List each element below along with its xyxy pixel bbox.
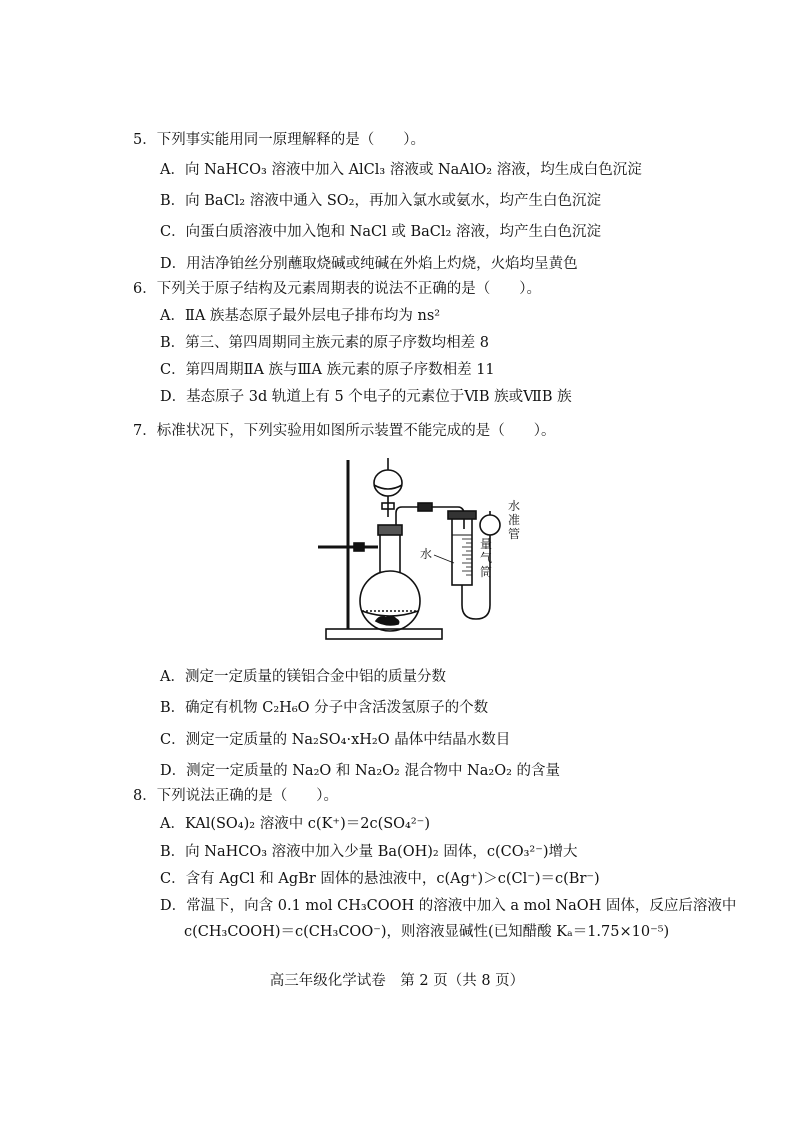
question-5-option-a: A．向 NaHCO₃ 溶液中加入 AlCl₃ 溶液或 NaAlO₂ 溶液，均生成白色沉淀 (160, 162, 642, 178)
question-5-stem: 5．下列事实能用同一原理解释的是（ ）。 (133, 132, 425, 148)
question-8-stem: 8．下列说法正确的是（ ）。 (133, 788, 338, 804)
level-tube-label: 水 准 管 (508, 499, 521, 541)
question-7-option-d: D．测定一定质量的 Na₂O 和 Na₂O₂ 混合物中 Na₂O₂ 的含量 (160, 763, 561, 779)
question-8-option-a: A．KAl(SO₄)₂ 溶液中 c(K⁺)＝2c(SO₄²⁻) (160, 816, 430, 832)
apparatus-drawing (318, 455, 548, 647)
gas-measuring-apparatus-figure (318, 455, 548, 647)
question-7-stem: 7．标准状况下，下列实验用如图所示装置不能完成的是（ ）。 (133, 423, 556, 439)
question-5-option-b: B．向 BaCl₂ 溶液中通入 SO₂，再加入氯水或氨水，均产生白色沉淀 (160, 193, 601, 209)
question-6-option-b: B．第三、第四周期同主族元素的原子序数均相差 8 (160, 335, 489, 351)
question-8-option-c: C．含有 AgCl 和 AgBr 固体的悬浊液中，c(Ag⁺)＞c(Cl⁻)＝c(Br⁻) (160, 871, 600, 887)
question-6-stem: 6．下列关于原子结构及元素周期表的说法不正确的是（ ）。 (133, 281, 541, 297)
water-label: 水 (420, 547, 433, 561)
question-7-option-c: C．测定一定质量的 Na₂SO₄·xH₂O 晶体中结晶水数目 (160, 732, 511, 748)
question-5-option-c: C．向蛋白质溶液中加入饱和 NaCl 或 BaCl₂ 溶液，均产生白色沉淀 (160, 224, 601, 240)
question-6-option-d: D．基态原子 3d 轨道上有 5 个电子的元素位于ⅥB 族或ⅦB 族 (160, 389, 572, 405)
page-footer: 高三年级化学试卷 第 2 页（共 8 页） (269, 973, 525, 989)
question-7-option-a: A．测定一定质量的镁铝合金中铝的质量分数 (160, 669, 446, 685)
question-6-option-c: C．第四周期ⅡA 族与ⅢA 族元素的原子序数相差 11 (160, 362, 495, 378)
question-7-option-b: B．确定有机物 C₂H₆O 分子中含活泼氢原子的个数 (160, 700, 489, 716)
question-8-option-b: B．向 NaHCO₃ 溶液中加入少量 Ba(OH)₂ 固体，c(CO₃²⁻)增大 (160, 844, 578, 860)
question-8-option-d-continued: c(CH₃COOH)＝c(CH₃COO⁻)，则溶液显碱性(已知醋酸 Kₐ＝1.75×10⁻⁵) (184, 924, 670, 940)
question-5-option-d: D．用洁净铂丝分别蘸取烧碱或纯碱在外焰上灼烧，火焰均呈黄色 (160, 256, 578, 272)
question-6-option-a: A．ⅡA 族基态原子最外层电子排布均为 ns² (160, 308, 441, 324)
gas-burette-label: 量 气 筒 (480, 537, 493, 579)
question-8-option-d: D．常温下，向含 0.1 mol CH₃COOH 的溶液中加入 a mol NaOH 固体，反应后溶液中 (160, 898, 737, 914)
